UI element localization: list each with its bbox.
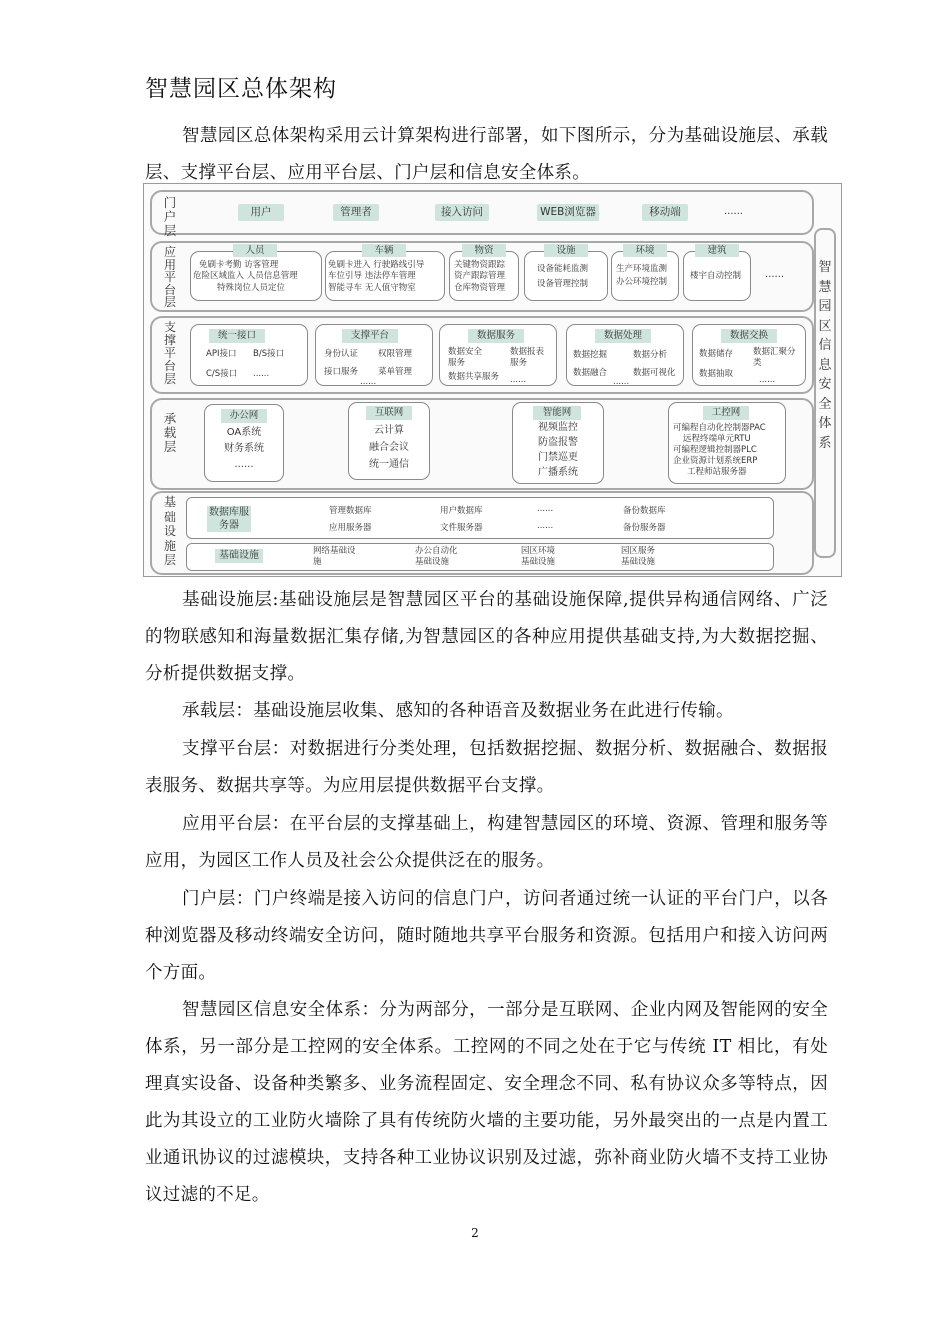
app-group-title: 环境 [623,244,667,257]
app-group-title: 物资 [462,244,506,257]
app-line: 车位引导 违法停车管理 [328,271,416,281]
carrier-line: 视频监控 [538,422,578,433]
support-line: 数据报表服务 [510,347,545,368]
carrier-group [668,402,786,484]
carrier-line: 可编程逻辑控制器PLC [673,445,757,455]
app-line: 仓库物资管理 [454,283,506,293]
support-layer [150,316,814,394]
infra-item: 园区服务基础设施 [621,546,656,567]
support-paragraph: 支撑平台层：对数据进行分类处理，包括数据挖掘、数据分析、数据融合、数据报表服务、数据共享等。为应用层提供数据平台支撑。 [145,739,828,796]
section-title: 智慧园区总体架构 [145,76,337,102]
portal-item: 用户 [238,204,284,221]
support-layer-label: 支撑平台层 [163,320,176,386]
support-line: 数据汇聚分类 [753,347,796,368]
carrier-line: 门禁巡更 [538,452,578,463]
support-line: B/S接口 [253,349,285,359]
support-line: 数据融合 [573,368,608,378]
architecture-diagram [143,183,842,577]
support-group-title: 数据处理 [595,329,651,343]
application-layer-label: 应用平台层 [163,245,176,309]
infra-row-facilities [186,543,774,571]
support-line: 数据抽取 [699,369,734,379]
support-line: ...... [613,377,630,387]
support-line: ...... [360,377,377,387]
carrier-group [512,402,604,484]
app-group-title: 设施 [544,244,588,257]
app-group [683,245,751,301]
carrier-group [348,402,430,480]
carrier-layer [150,398,814,490]
support-group-title: 统一接口 [209,329,265,343]
carrier-group [204,404,284,482]
carrier-group-title: 办公网 [221,409,267,423]
security-system-bar [814,228,836,558]
support-group-title: 数据交换 [721,329,777,343]
portal-item: 移动端 [642,204,688,221]
support-line: 数据共享服务 [448,372,500,382]
infrastructure-paragraph: 基础设施层:基础设施层是智慧园区平台的基础设施保障,提供异构通信网络、广泛的物联感知和海量数据汇集存储,为智慧园区的各种应用提供基础支持,为大数据挖掘、分析提供数据支撑。 [145,590,828,684]
app-line: 楼宇自动控制 [690,271,742,281]
portal-layer-label: 门户层 [163,195,177,238]
support-line: ...... [759,375,776,385]
infra-item: 办公自动化基础设施 [415,546,458,567]
portal-item: 接入访问 [435,204,489,221]
infra-item: 网络基础设施 [313,546,356,567]
support-line: 数据挖掘 [573,350,608,360]
support-group [315,324,433,386]
support-line: 权限管理 [378,349,413,359]
app-group-title: 人员 [233,244,277,257]
application-paragraph: 应用平台层：在平台层的支撑基础上，构建智慧园区的环境、资源、管理和服务等应用，为园区工作人员及社会公众提供泛在的服务。 [145,814,828,871]
support-line: ...... [253,369,270,379]
support-line: 数据分析 [633,350,668,360]
support-line: ...... [510,375,527,385]
carrier-line: 广播系统 [538,467,578,478]
infra-item: 文件服务器 [440,523,483,533]
infra-tag: 基础设施 [215,549,263,563]
support-line: C/S接口 [206,369,238,379]
app-group [449,245,519,301]
carrier-layer-label: 承载层 [163,411,177,454]
support-line: 数据储存 [699,349,734,359]
carrier-line: 可编程自动化控制器PAC [673,423,766,433]
support-line: 身份认证 [324,349,359,359]
infra-item: 备份数据库 [623,506,666,516]
carrier-line: ...... [234,459,254,470]
carrier-line: 云计算 [374,425,404,436]
carrier-group-title: 互联网 [366,406,412,420]
app-line: 危险区域监入 人员信息管理 [193,271,298,281]
security-system-label: 智慧园区信息安全体系 [818,260,832,451]
support-group [692,324,806,386]
carrier-line: 统一通信 [369,459,409,470]
app-group [190,245,322,301]
carrier-line: 融合会议 [369,442,409,453]
support-line: 数据安全服务 [448,347,483,368]
portal-layer [150,190,814,238]
app-line: 办公环境控制 [616,277,668,287]
portal-paragraph: 门户层：门户终端是接入访问的信息门户，访问者通过统一认证的平台门户，以各种浏览器及移动终端安全访问，随时随地共享平台服务和资源。包括用户和接入访问两个方面。 [145,889,828,983]
app-line: 设备管理控制 [537,279,589,289]
infra-item: 园区环境基础设施 [521,546,556,567]
security-paragraph: 智慧园区信息安全体系：分为两部分，一部分是互联网、企业内网及智能网的安全体系，另一部分是工控网的安全体系。工控网的不同之处在于它与传统 IT 相比，有处理真实设备、设备种类繁多、业务流程固定、安全理念不同、私有协议众多等特点，因此为其设立的工业防火墙除了具有传统防火墙的主要功能，另外最突出的一点是内置工业通讯协议的过滤模块，支持各种工业协议识别及过滤，弥补商业防火墙不支持工业协议过滤的不足。 [145,1000,828,1205]
infra-item: 备份服务器 [623,523,666,533]
support-group [566,324,684,386]
infra-item: ...... [537,504,554,514]
app-more: ...... [765,269,785,280]
carrier-group-title: 工控网 [703,406,749,420]
portal-item: 管理者 [333,204,379,221]
carrier-line: 工程师站服务器 [687,467,747,477]
support-group [439,324,557,386]
infrastructure-layer [150,491,814,575]
app-group [524,245,608,301]
carrier-line: 企业资源计划系统ERP [673,456,758,466]
app-line: 资产跟踪管理 [454,271,506,281]
carrier-group-title: 智能网 [533,406,581,420]
infra-tag: 数据库服务器 [209,507,249,531]
support-group-title: 支撑平台 [342,329,398,343]
app-line: 关键物资跟踪 [454,260,506,270]
support-line: 接口服务 [324,367,359,377]
infra-layer-label: 基础设施层 [163,495,176,567]
app-group-title: 车辆 [362,244,406,257]
carrier-line: 财务系统 [224,443,264,454]
app-group [325,245,445,301]
support-line: API接口 [206,349,237,359]
support-line: 菜单管理 [378,367,413,377]
app-group-title: 建筑 [695,244,739,257]
carrier-paragraph: 承载层：基础设施层收集、感知的各种语音及数据业务在此进行传输。 [182,701,734,721]
app-line: 免刷卡进入 行驶路线引导 [328,260,425,270]
app-line: 特殊岗位人员定位 [217,283,286,293]
page-number: 2 [471,1226,479,1240]
app-line: 免刷卡考勤 访客管理 [199,260,279,270]
app-group [611,245,679,301]
carrier-line: 防盗报警 [538,437,578,448]
infra-item: ...... [537,521,554,531]
application-layer [150,241,814,312]
portal-item: WEB浏览器 [537,204,599,221]
app-line: 设备能耗监测 [537,264,589,274]
infra-item: 管理数据库 [329,506,372,516]
app-line: 生产环境监测 [616,264,668,274]
support-group-title: 数据服务 [468,329,524,343]
support-line: 数据可视化 [633,368,676,378]
support-group [190,324,308,386]
carrier-line: OA系统 [226,427,262,438]
app-line: 智能寻车 无人值守物室 [328,283,416,293]
carrier-line: 远程终端单元RTU [683,434,751,444]
portal-more: ...... [724,206,744,217]
infra-row-servers [186,497,774,539]
intro-paragraph: 智慧园区总体架构采用云计算架构进行部署，如下图所示，分为基础设施层、承载层、支撑平台层、应用平台层、门户层和信息安全体系。 [145,126,828,183]
infra-item: 应用服务器 [329,523,372,533]
infra-item: 用户数据库 [440,506,483,516]
